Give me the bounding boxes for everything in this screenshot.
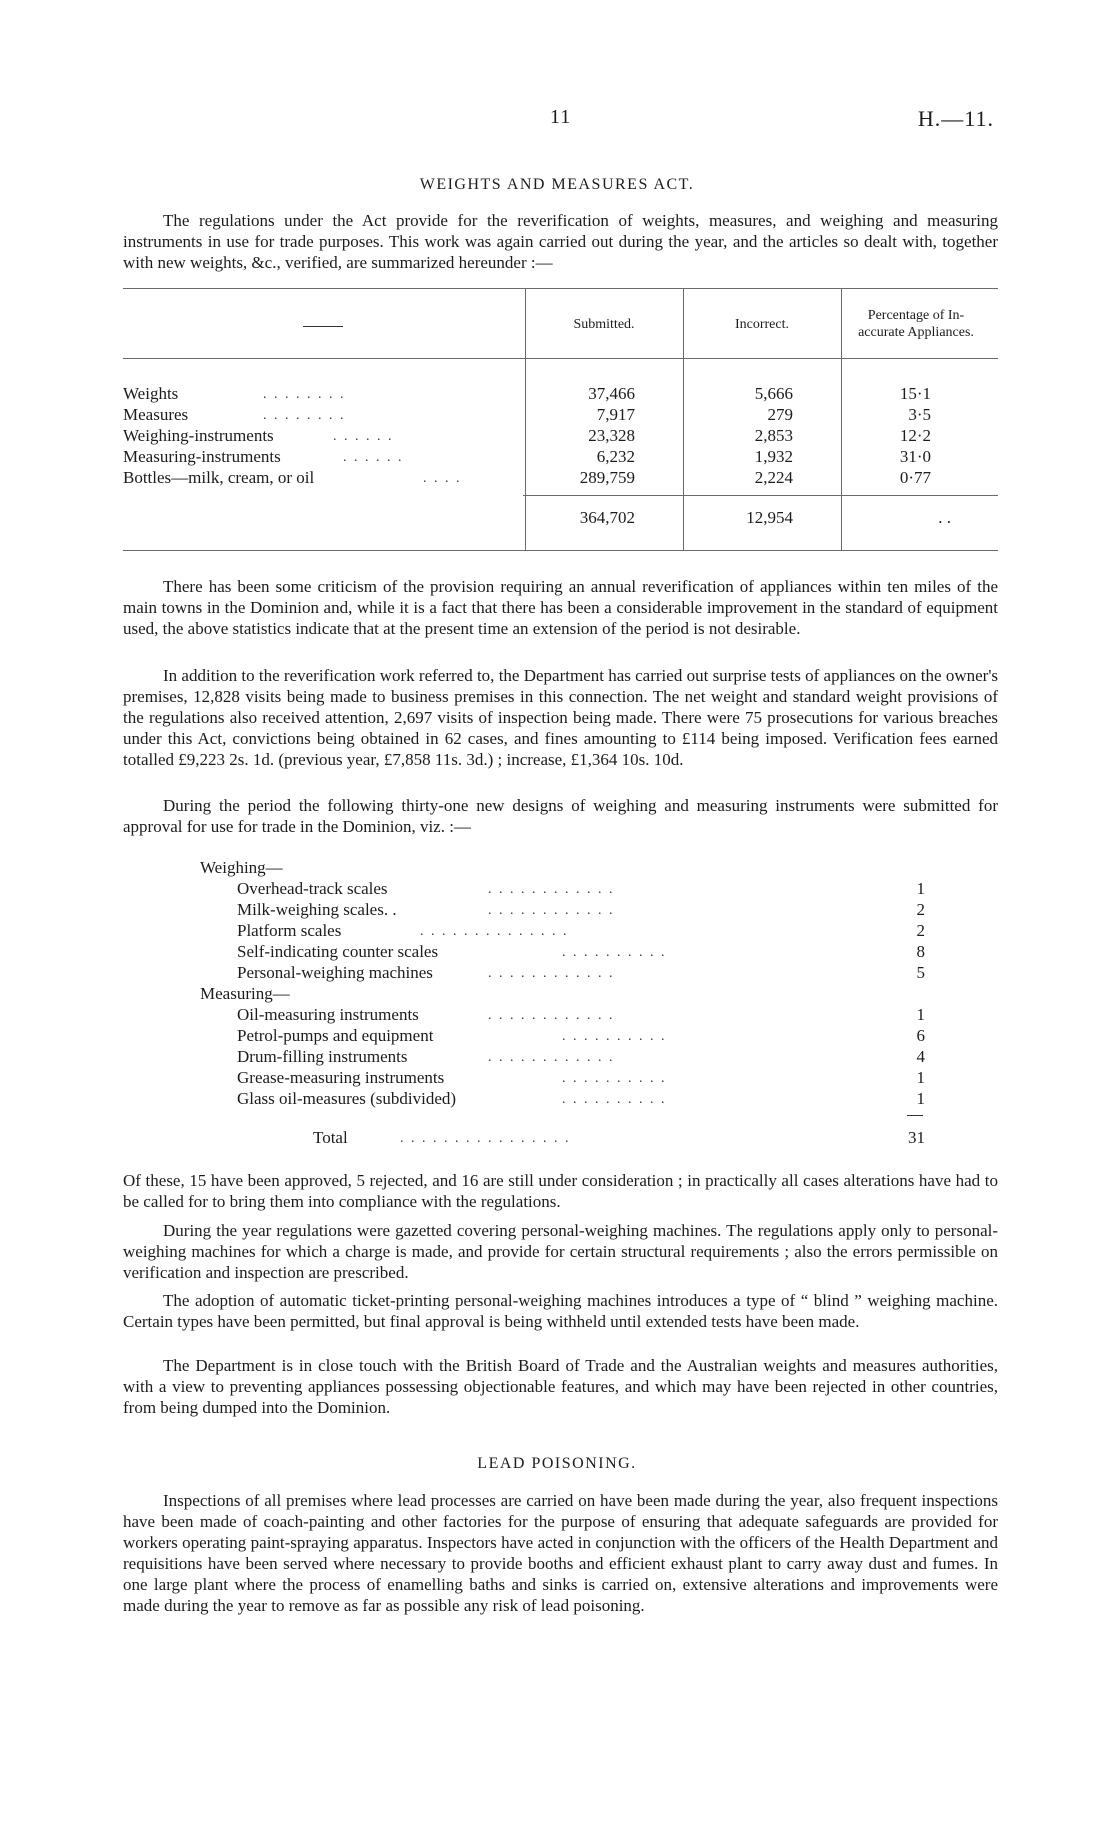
cell-submitted: 37,466 (588, 384, 635, 403)
list-item-count: 4 (916, 1047, 925, 1066)
list-total-count: 31 (908, 1128, 925, 1147)
paragraph-criticism: There has been some criticism of the provision requiring an annual reverification of appliances within ten miles of the main towns in the Dominion and, while it is a fact that there has been a considerable improvement in the standard of equipment used, the above statistics indicate that at the present time an extension of the period is not desirable. (123, 577, 998, 638)
list-item-label: Oil-measuring instruments (237, 1005, 419, 1024)
list-item-count: 1 (916, 1005, 925, 1024)
cell-submitted: 289,759 (579, 468, 635, 487)
column-header-incorrect: Incorrect. (734, 317, 790, 332)
row-label: Weights (123, 384, 179, 403)
list-item-count: 2 (916, 900, 925, 919)
cell-submitted: 6,232 (596, 447, 635, 466)
paragraph-automatic-machines: The adoption of automatic ticket-printing personal-weighing machines introduces a type of “ blind ” weighing machine. Certain types have been permitted, but final approval is being withheld until extended tests have been made. (123, 1291, 998, 1331)
paragraph-regulations: During the year regulations were gazetted covering personal-weighing machines. The regulations apply only to personal-weighing machines for which a charge is made, and provide for certain structural requirements ; also the errors permissible on verification and inspection are prescribed. (123, 1221, 998, 1282)
document-page: 11 H.—11. WEIGHTS AND MEASURES ACT. The regulations under the Act provide for the reverification of weights, measures, and weighing and measuring instruments in use for trade purposes. This work was again carried out during the year, and the articles so dealt with, together with new weights, &c., verified, are summarized hereunder :— Submitted. Incorrect. Percentage of In-accurate Appliances. Weights . . . . . . . . 37,466 5,666 15·1 Measures . . . . . . . . 7,917 279 3·5 Weighing-instruments . . . . . . 23,328 2,853 12·2 Measuring-instruments . . . . . . 6,232 1,932 31·0 Bottles—milk, cream, or oil . . . . 289,759 2,224 0·77 364,702 12,954 . . There has been some criticism of the provision requiring an annual reverification of appliances within ten miles of the main towns in the Dominion and, while it is a fact that there has been a considerable improvement in the standard of equipment used, the above statistics indicate that at the present time an extension of the period is not desirable. In addition to the reverification work referred to, the Department has carried out surprise tests of appliances on the owner's premises, 12,828 visits being made to business premises in this connection. The net weight and standard weight provisions of the regulations also received attention, 2,697 visits of inspection being made. There were 75 prosecutions for various breaches under this Act, convictions being obtained in 62 cases, and fines amounting to £114 being imposed. Verification fees earned totalled £9,223 2s. 1d. (previous year, £7,858 11s. 3d.) ; increase, £1,364 10s. 10d. During the period the following thirty-one new designs of weighing and measuring instruments were submitted for approval for use for trade in the Dominion, viz. :— Weighing— Overhead-track scales . . . . . . . . . . . . 1 Milk-weighing scales. . . . . . . . . . . . . . 2 Platform scales . . . . . . . . . . . . . . 2 Self-indicating counter scales . . . . . . . . . . 8 Personal-weighing machines . . . . . . . . . . . . 5 Measuring— Oil-measuring instruments . . . . . . . . . . . . 1 Petrol-pumps and equipment . . . . . . . . . . 6 Drum-filling instruments . . . . . . . . . . . . 4 Grease-measuring instruments . . . . . . . . . . 1 Glass oil-measures (subdivided) . . . . . . . . . . 1 Total . . . . . . . . . . . . . . . . 31 Of these, 15 have been approved, 5 rejected, and 16 are still under consideration ; in practically all cases alterations have had to be called for to bring them into compliance with the regulations. During the year regulations were gazetted covering personal-weighing machines. The regulations apply only to personal-weighing machines for which a charge is made, and provide for certain structural requirements ; also the errors permissible on verification and inspection are prescribed. The adoption of automatic ticket-printing personal-weighing machines introduces a type of “ blind ” weighing machine. Certain types have been permitted, but final approval is being withheld until extended tests have been made. The Department is in close touch with the British Board of Trade and the Australian weights and measures authorities, with a view to preventing appliances possessing objectionable features, and which may have been rejected in other countries, from being dumped into the Dominion. LEAD POISONING. Inspections of all premises where lead processes are carried on have been made during the year, also frequent inspections have been made of coach-painting and other factories for the purpose of ensuring that adequate safeguards are provided for workers operating paint-spraying apparatus. Inspectors have acted in conjunction with the officers of the Health Department and requisitions have been served where necessary to provide booths and efficient exhaust plant to carry away dust and fumes. In one large plant where the process of enamelling baths and sinks is carried on, extensive alterations and improvements were made during the year to remove as far as possible any risk of lead poisoning. (0, 0, 1114, 1837)
list-item-label: Grease-measuring instruments (237, 1068, 445, 1087)
row-label: Bottles—milk, cream, or oil (123, 468, 315, 487)
column-header-percentage: Percentage of In-accurate Appliances. (858, 308, 974, 340)
cell-percentage: 0·77 (899, 468, 931, 487)
cell-percentage: 12·2 (899, 426, 931, 445)
page-number: 11 (550, 106, 572, 128)
list-item-label: Petrol-pumps and equipment (237, 1026, 434, 1045)
cell-incorrect: 1,932 (754, 447, 793, 466)
cell-incorrect: 2,853 (754, 426, 793, 445)
list-item-label: Glass oil-measures (subdivided) (237, 1089, 457, 1108)
list-item-count: 8 (916, 942, 925, 961)
cell-submitted: 23,328 (588, 426, 635, 445)
list-item-label: Self-indicating counter scales (237, 942, 439, 961)
paragraph-designs: During the period the following thirty-one new designs of weighing and measuring instruments were submitted for approval for use for trade in the Dominion, viz. :— (123, 796, 998, 836)
paragraph-lead-poisoning: Inspections of all premises where lead processes are carried on have been made during the year, also frequent inspections have been made of coach-painting and other factories for the purpose of ensuring that adequate safeguards are provided for workers operating paint-spraying apparatus. Inspectors have acted in conjunction with the officers of the Health Department and requisitions have been served where necessary to provide booths and efficient exhaust plant to carry away dust and fumes. In one large plant where the process of enamelling baths and sinks is carried on, extensive alterations and improvements were made during the year to remove as far as possible any risk of lead poisoning. (123, 1491, 998, 1615)
list-item-count: 2 (916, 921, 925, 940)
column-header-submitted: Submitted. (573, 317, 635, 332)
list-item-count: 6 (916, 1026, 925, 1045)
intro-paragraph: The regulations under the Act provide for the reverification of weights, measures, and weighing and measuring instruments in use for trade purposes. This work was again carried out during the year, and the articles so dealt with, together with new weights, &c., verified, are summarized hereunder :— (123, 211, 998, 272)
row-label: Measuring-instruments (123, 447, 281, 466)
list-heading-weighing: Weighing— (200, 858, 283, 877)
list-item-count: 1 (916, 879, 925, 898)
list-heading-measuring: Measuring— (200, 984, 290, 1003)
section-title-lead: LEAD POISONING. (477, 1455, 637, 1472)
row-label: Weighing-instruments (123, 426, 274, 445)
cell-submitted: 7,917 (596, 405, 635, 424)
list-item-count: 5 (916, 963, 925, 982)
total-submitted: 364,702 (579, 508, 635, 527)
list-item-label: Milk-weighing scales. . (237, 900, 397, 919)
sum-rule (907, 1115, 923, 1116)
cell-incorrect: 2,224 (754, 468, 793, 487)
cell-percentage: 3·5 (908, 405, 931, 424)
list-item-label: Drum-filling instruments (237, 1047, 408, 1066)
cell-percentage: 15·1 (899, 384, 931, 403)
total-percentage: . . (938, 508, 951, 527)
paragraph-of-these: Of these, 15 have been approved, 5 rejected, and 16 are still under consideration ; in practically all cases alterations have had to be called for to bring them into compliance with the regulations. (123, 1171, 998, 1211)
section-title-weights: WEIGHTS AND MEASURES ACT. (419, 176, 695, 193)
list-item-count: 1 (916, 1089, 925, 1108)
cell-incorrect: 5,666 (754, 384, 793, 403)
total-incorrect: 12,954 (746, 508, 793, 527)
verification-summary-table: Submitted. Incorrect. Percentage of In-accurate Appliances. Weights . . . . . . . . 37,466 5,666 15·1 Measures . . . . . . . . 7,917 279 3·5 Weighing-instruments . . . . . . 23,328 2,853 12·2 Measuring-instruments . . . . . . 6,232 1,932 31·0 Bottles—milk, cream, or oil . . . . 289,759 2,224 0·77 364,702 12,954 . . (123, 288, 998, 558)
cell-incorrect: 279 (767, 405, 793, 424)
row-label: Measures (123, 405, 189, 424)
list-item-label: Platform scales (237, 921, 342, 940)
list-item-label: Personal-weighing machines (237, 963, 433, 982)
paragraph-surprise-tests: In addition to the reverification work referred to, the Department has carried out surprise tests of appliances on the owner's premises, 12,828 visits being made to business premises in this connection. The net weight and standard weight provisions of the regulations also received attention, 2,697 visits of inspection being made. There were 75 prosecutions for various breaches under this Act, convictions being obtained in 62 cases, and fines amounting to £114 being imposed. Verification fees earned totalled £9,223 2s. 1d. (previous year, £7,858 11s. 3d.) ; increase, £1,364 10s. 10d. (123, 666, 998, 769)
document-reference: H.—11. (917, 106, 994, 131)
list-item-count: 1 (916, 1068, 925, 1087)
cell-percentage: 31·0 (899, 447, 931, 466)
table-stub-dash (303, 326, 343, 327)
list-item-label: Overhead-track scales (237, 879, 388, 898)
paragraph-department: The Department is in close touch with the British Board of Trade and the Australian weights and measures authorities, with a view to preventing appliances possessing objectionable features, and which may have been rejected in other countries, from being dumped into the Dominion. (123, 1356, 998, 1417)
list-total-label: Total (313, 1128, 348, 1147)
